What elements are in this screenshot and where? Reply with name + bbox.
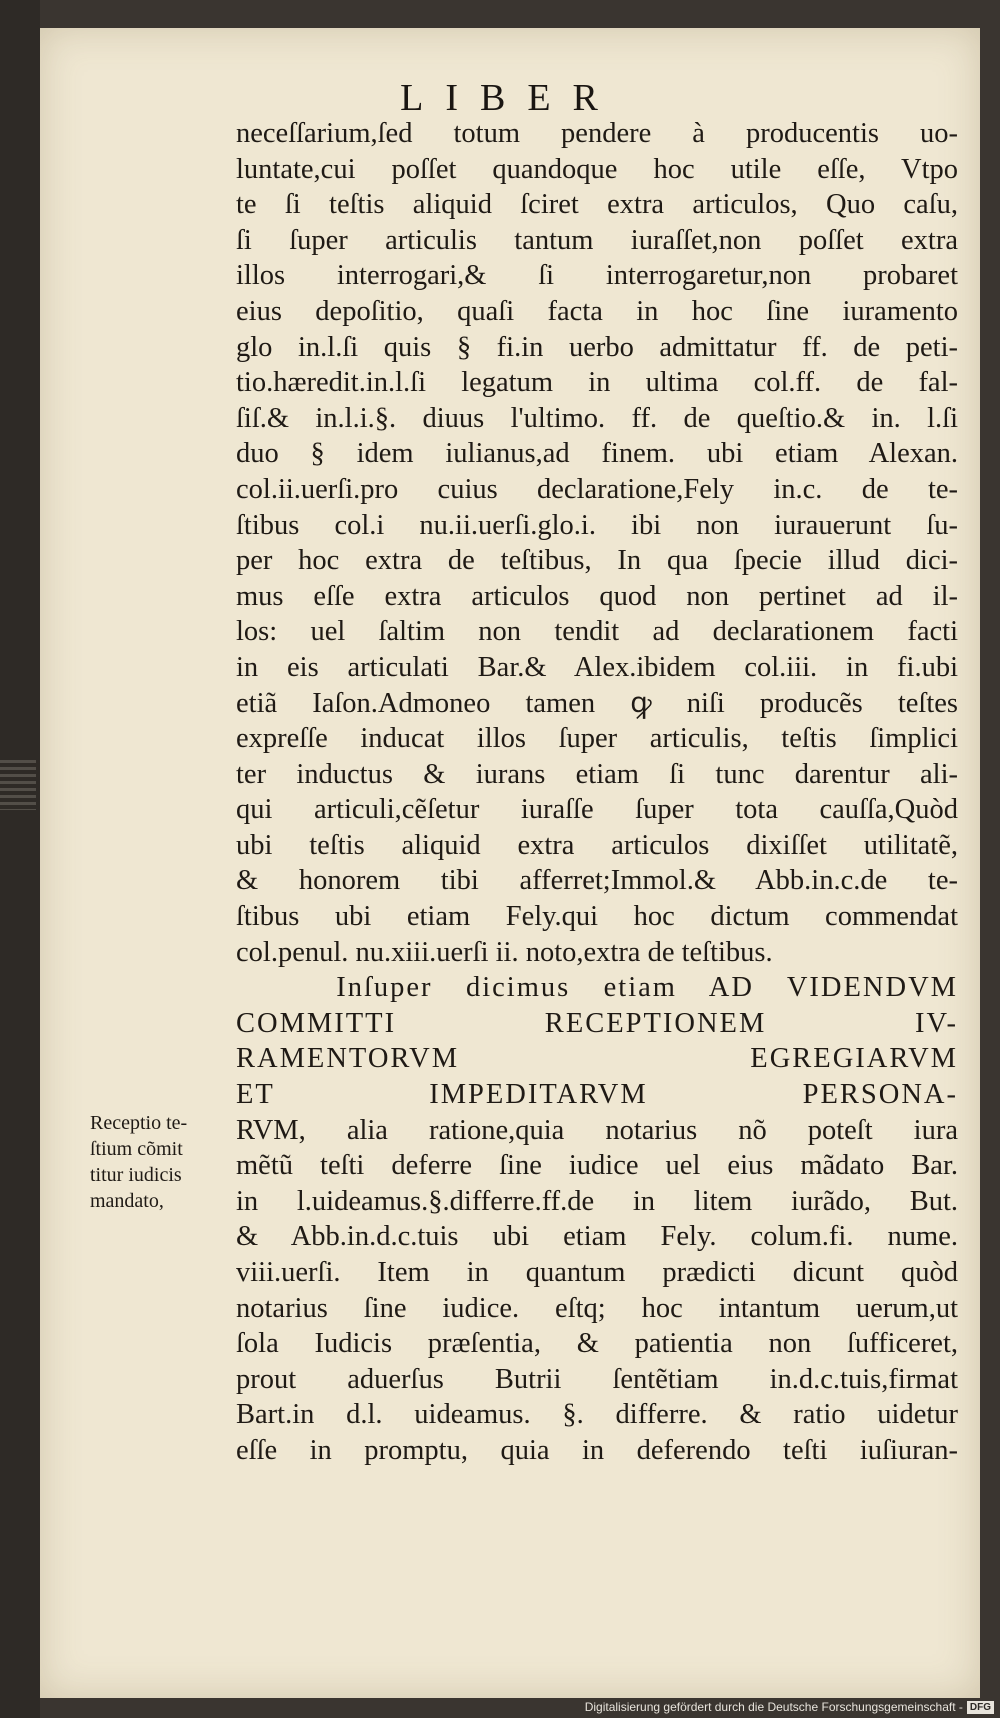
binding-marks <box>0 760 36 810</box>
body-text <box>236 116 958 1469</box>
text-line: qui articuli,cẽſetur iuraſſe ſuper tota cauſſa,Quòd <box>236 794 958 826</box>
book-page <box>40 28 980 1698</box>
text-line: ſi ſuper articulis tantum iuraſſet,non poſſet extra <box>236 224 958 256</box>
footer-text: Digitalisierung gefördert durch die Deutsche Forschungsgemeinschaft - <box>584 1700 963 1714</box>
text-line: neceſſarium,ſed totum pendere à producentis uo- <box>236 118 958 149</box>
text-line: RAMENTORVM EGREGIARVM <box>236 1043 958 1075</box>
dfg-logo: DFG <box>967 1701 994 1714</box>
text-line: illos interrogari,& ſi interrogaretur,non probaret <box>236 260 958 292</box>
text-line: ſola Iudicis præſentia, & patientia non ſufficeret, <box>236 1328 958 1360</box>
text-line: notarius ſine iudice. eſtq; hoc intantum uerum,ut <box>236 1292 958 1324</box>
marginal-note-line: ſtium cõmit <box>90 1138 183 1160</box>
text-line: & honorem tibi afferret;Immol.& Abb.in.c.de te- <box>236 865 958 897</box>
text-line: ubi teſtis aliquid extra articulos dixiſſet utilitatẽ, <box>236 829 958 861</box>
text-line: glo in.l.ſi quis § fi.in uerbo admittatur ff. de peti- <box>236 331 958 363</box>
text-line: in l.uideamus.§.differre.ff.de in litem iurãdo, But. <box>236 1185 958 1217</box>
marginal-note-line: mandato, <box>90 1190 164 1212</box>
text-line: Bart.in d.l. uideamus. §. differre. & ratio uidetur <box>236 1399 958 1431</box>
scan-left-edge <box>0 0 40 1718</box>
text-line: tio.hæredit.in.l.ſi legatum in ultima col.ff. de fal- <box>236 367 958 399</box>
text-line: COMMITTI RECEPTIONEM IV- <box>236 1007 958 1039</box>
text-line: etiã Iaſon.Admoneo tamen ꝙ niſi producẽs teſtes <box>236 687 958 719</box>
text-line: viii.uerſi. Item in quantum prædicti dicunt quòd <box>236 1257 958 1288</box>
marginal-note-line: titur iudicis <box>90 1164 182 1186</box>
text-line: prout aduerſus Butrii ſentẽtiam in.d.c.tuis,firmat <box>236 1363 958 1395</box>
text-line: ET IMPEDITARVM PERSONA- <box>236 1079 958 1111</box>
text-line: in eis articulati Bar.& Alex.ibidem col.iii. in fi.ubi <box>236 651 958 683</box>
text-line: Inſuper dicimus etiam AD VIDENDVM <box>236 972 958 1004</box>
text-line: mus eſſe extra articulos quod non pertinet ad il- <box>236 580 958 612</box>
text-line: mẽtũ teſti deferre ſine iudice uel eius mãdato Bar. <box>236 1150 958 1182</box>
text-line: col.penul. nu.xiii.uerſi ii. noto,extra de teſtibus. <box>236 936 773 968</box>
text-line: ſtibus ubi etiam Fely.qui hoc dictum commendat <box>236 901 958 933</box>
text-line: te ſi teſtis aliquid ſciret extra articulos, Quo caſu, <box>236 189 958 221</box>
text-line: los: uel ſaltim non tendit ad declarationem facti <box>236 616 958 648</box>
text-line: expreſſe inducat illos ſuper articulis, teſtis ſimplici <box>236 723 958 755</box>
text-line: eius depoſitio, quaſi facta in hoc ſine iuramento <box>236 295 958 327</box>
text-line: per hoc extra de teſtibus, In qua ſpecie illud dici- <box>236 545 958 577</box>
text-line: col.ii.uerſi.pro cuius declaratione,Fely in.c. de te- <box>236 473 958 505</box>
text-line: eſſe in promptu, quia in deferendo teſti iuſiuran- <box>236 1434 958 1466</box>
marginal-note-line: Receptio te- <box>90 1112 188 1134</box>
text-line: duo § idem iulianus,ad finem. ubi etiam Alexan. <box>236 438 958 470</box>
text-line: luntate,cui poſſet quandoque hoc utile eſſe, Vtpo <box>236 153 958 185</box>
text-line: ſiſ.& in.l.i.§. diuus l'ultimo. ff. de queſtio.& in. l.ſi <box>236 402 958 434</box>
text-line: ter inductus & iurans etiam ſi tunc darentur ali- <box>236 758 958 790</box>
running-head: LIBER <box>400 77 620 119</box>
text-line: ſtibus col.i nu.ii.uerſi.glo.i. ibi non iurauerunt ſu- <box>236 509 958 541</box>
text-line: & Abb.in.d.c.tuis ubi etiam Fely. colum.fi. nume. <box>236 1221 958 1253</box>
text-line: RVM, alia ratione,quia notarius nõ poteſt iura <box>236 1114 958 1146</box>
digitization-footer <box>585 1700 994 1714</box>
marginal-note <box>90 1110 240 1214</box>
